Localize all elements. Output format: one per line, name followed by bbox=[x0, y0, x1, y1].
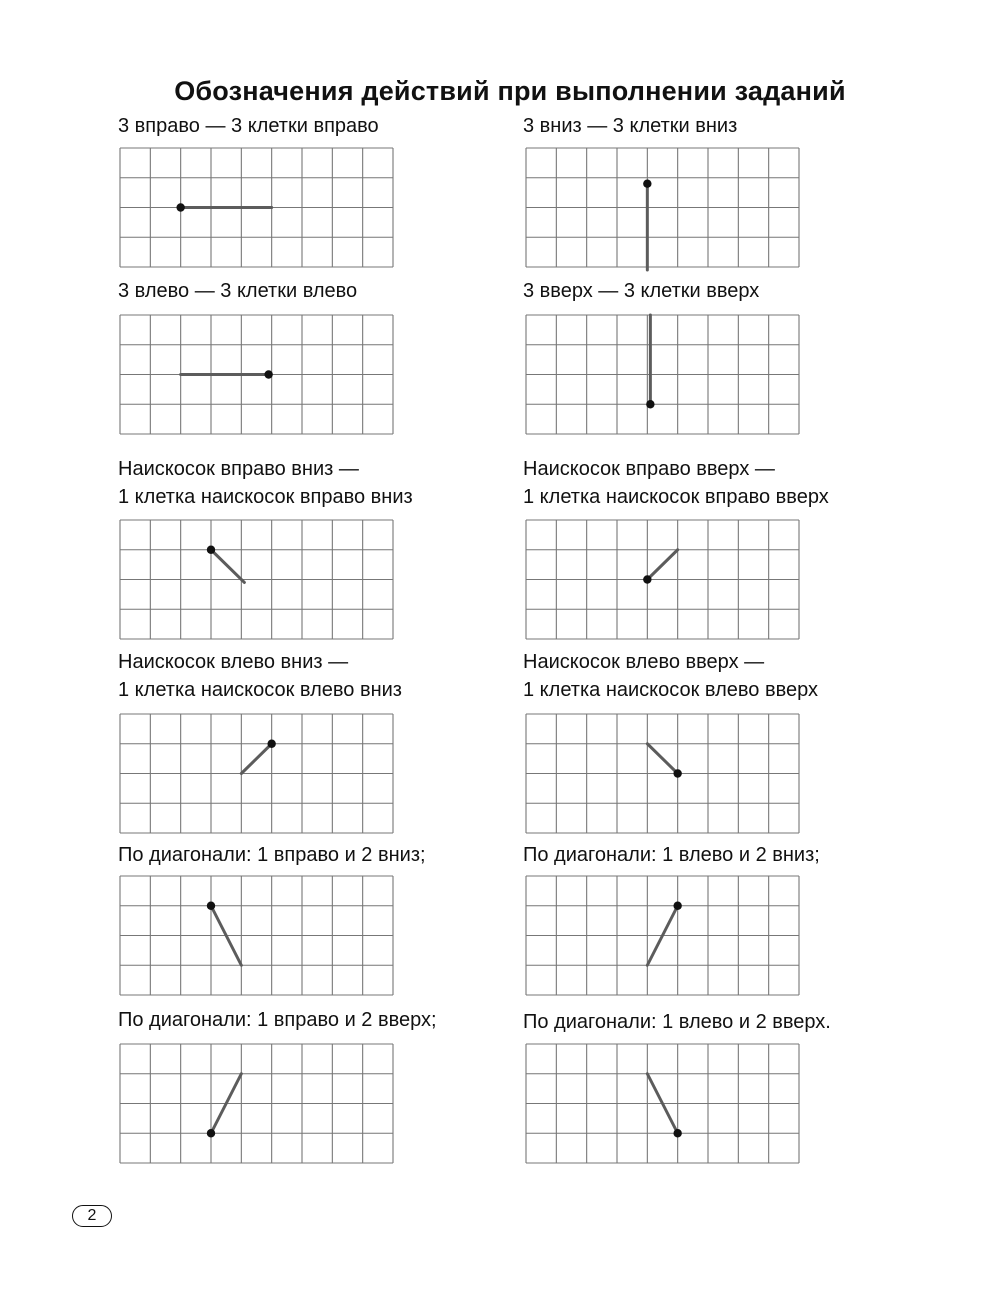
caption-line: Наискосок вправо вверх — bbox=[523, 458, 775, 480]
caption-line: По диагонали: 1 вправо и 2 вверх; bbox=[118, 1009, 437, 1031]
caption-line: 3 вправо — 3 клетки вправо bbox=[118, 115, 379, 137]
caption-line: 1 клетка наискосок влево вверх bbox=[523, 679, 818, 701]
grid-diag-left-down bbox=[119, 713, 394, 834]
caption-3-down bbox=[523, 112, 737, 140]
grid-diag-right-down bbox=[119, 519, 394, 640]
caption-line: 3 вверх — 3 клетки вверх bbox=[523, 280, 760, 302]
caption-diag-left-down bbox=[118, 648, 402, 704]
grid-3-down bbox=[525, 147, 800, 268]
caption-1-right-2-down bbox=[118, 841, 426, 869]
start-dot bbox=[673, 769, 681, 777]
start-dot bbox=[643, 180, 651, 188]
caption-1-left-2-up bbox=[523, 1008, 831, 1036]
move-segment bbox=[211, 550, 244, 583]
move-segment bbox=[647, 550, 677, 580]
page-number: 2 bbox=[72, 1205, 112, 1227]
caption-line: 3 влево — 3 клетки влево bbox=[118, 280, 358, 302]
caption-line: По диагонали: 1 влево и 2 вверх. bbox=[523, 1011, 831, 1033]
start-dot bbox=[207, 1129, 215, 1137]
caption-line: 1 клетка наискосок вправо вверх bbox=[523, 486, 829, 508]
caption-diag-left-up bbox=[523, 648, 818, 704]
grid-3-left bbox=[119, 314, 394, 435]
caption-line: Наискосок вправо вниз — bbox=[118, 458, 359, 480]
start-dot bbox=[673, 1129, 681, 1137]
grid-3-up bbox=[525, 314, 800, 435]
caption-line: 1 клетка наискосок влево вниз bbox=[118, 679, 402, 701]
caption-line: По диагонали: 1 вправо и 2 вниз; bbox=[118, 844, 426, 866]
caption-1-right-2-up bbox=[118, 1006, 437, 1034]
page-title: Обозначения действий при выполнении заданий bbox=[174, 76, 846, 106]
start-dot bbox=[267, 740, 275, 748]
grid-1-right-2-up bbox=[119, 1043, 394, 1164]
start-dot bbox=[176, 203, 184, 211]
caption-3-right bbox=[118, 112, 379, 140]
caption-line: Наискосок влево вверх — bbox=[523, 651, 765, 673]
start-dot bbox=[264, 370, 272, 378]
grid-1-left-2-down bbox=[525, 875, 800, 996]
caption-line: 1 клетка наискосок вправо вниз bbox=[118, 486, 413, 508]
grid-3-right bbox=[119, 147, 394, 268]
caption-3-up bbox=[523, 277, 759, 305]
caption-line: 3 вниз — 3 клетки вниз bbox=[523, 115, 738, 137]
start-dot bbox=[646, 400, 654, 408]
caption-line: По диагонали: 1 влево и 2 вниз; bbox=[523, 844, 820, 866]
caption-diag-right-down bbox=[118, 455, 413, 511]
grid-diag-left-up bbox=[525, 713, 800, 834]
grid-diag-right-up bbox=[525, 519, 800, 640]
grid-1-left-2-up bbox=[525, 1043, 800, 1164]
caption-1-left-2-down bbox=[523, 841, 820, 869]
move-segment bbox=[241, 744, 271, 774]
move-segment bbox=[647, 744, 677, 774]
caption-3-left bbox=[118, 277, 357, 305]
start-dot bbox=[643, 575, 651, 583]
caption-diag-right-up bbox=[523, 455, 829, 511]
grid-1-right-2-down bbox=[119, 875, 394, 996]
start-dot bbox=[207, 902, 215, 910]
caption-line: Наискосок влево вниз — bbox=[118, 651, 349, 673]
start-dot bbox=[207, 546, 215, 554]
start-dot bbox=[673, 902, 681, 910]
